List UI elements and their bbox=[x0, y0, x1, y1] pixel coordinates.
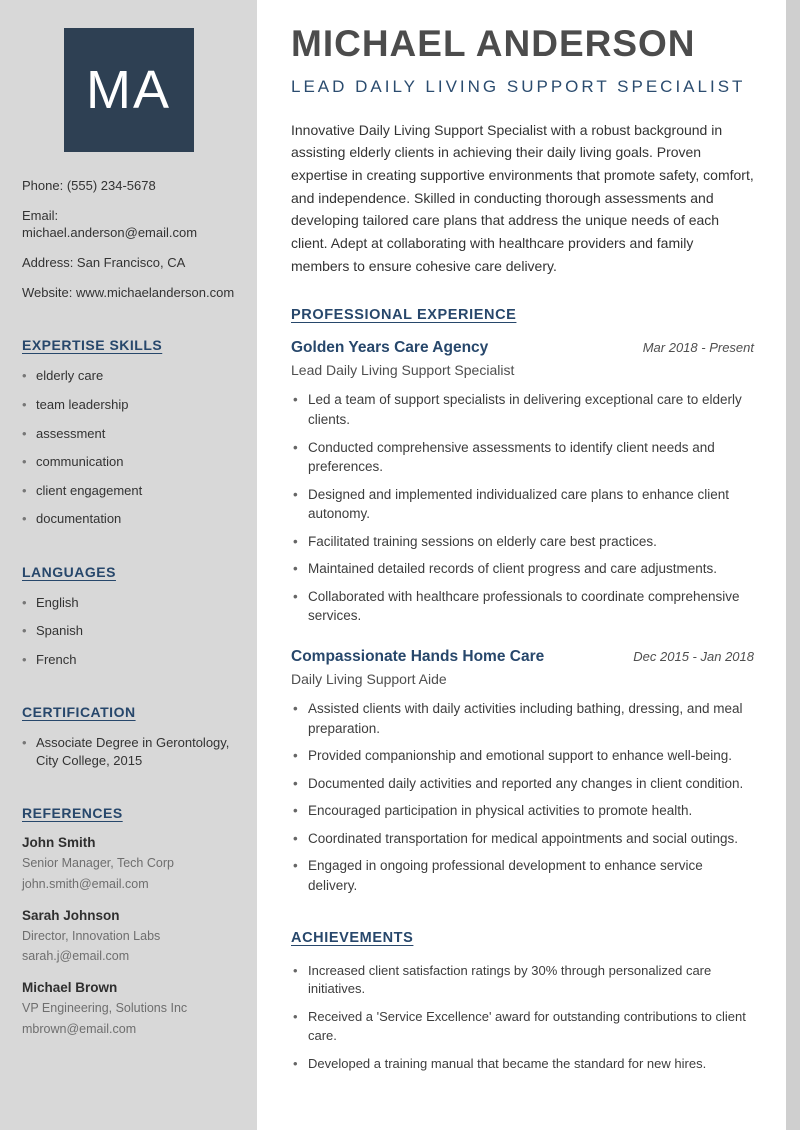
skills-list bbox=[22, 367, 235, 527]
languages-list bbox=[22, 594, 235, 669]
job-dates: Mar 2018 - Present bbox=[642, 340, 754, 356]
contact-info bbox=[22, 178, 235, 301]
job-bullet: • Conducted comprehensive assessments to identify client needs and preferences. bbox=[291, 438, 754, 477]
job-entry bbox=[291, 648, 754, 896]
sidebar bbox=[0, 0, 257, 1130]
job-bullet: • Provided companionship and emotional support to enhance well-being. bbox=[291, 746, 754, 766]
language-item: • English bbox=[22, 594, 235, 612]
experience-heading: PROFESSIONAL EXPERIENCE bbox=[291, 307, 517, 324]
contact-website: Website: www.michaelanderson.com bbox=[22, 284, 235, 300]
achievement-bullet: • Developed a training manual that became the standard for new hires. bbox=[291, 1055, 754, 1074]
skill-item: • team leadership bbox=[22, 396, 235, 414]
achievement-bullet: • Increased client satisfaction ratings by 30% through personalized care initiatives. bbox=[291, 962, 754, 1000]
reference-name: Sarah Johnson bbox=[22, 907, 120, 923]
certification-heading: CERTIFICATION bbox=[22, 704, 136, 721]
job-bullet: • Encouraged participation in physical activities to promote health. bbox=[291, 801, 754, 821]
reference-email: sarah.j@email.com bbox=[22, 949, 130, 964]
candidate-name: MICHAEL ANDERSON bbox=[291, 23, 696, 64]
reference-email: mbrown@email.com bbox=[22, 1021, 137, 1036]
certification-item: • Associate Degree in Gerontology, City College, 2015 bbox=[22, 734, 235, 769]
reference-role: Director, Innovation Labs bbox=[22, 928, 161, 943]
reference-role: VP Engineering, Solutions Inc bbox=[22, 1001, 188, 1016]
job-bullet: • Maintained detailed records of client progress and care adjustments. bbox=[291, 559, 754, 579]
job-bullets bbox=[291, 699, 754, 896]
job-bullet: • Engaged in ongoing professional development to enhance service delivery. bbox=[291, 856, 754, 895]
reference-person bbox=[22, 980, 235, 1037]
company-name: Golden Years Care Agency bbox=[291, 339, 489, 357]
job-role: Daily Living Support Aide bbox=[291, 671, 447, 688]
certification-list bbox=[22, 734, 235, 769]
main-content bbox=[257, 0, 786, 1130]
job-bullet: • Facilitated training sessions on elderly care best practices. bbox=[291, 532, 754, 552]
language-item: • French bbox=[22, 651, 235, 669]
monogram-initials: MA bbox=[86, 60, 171, 120]
skill-item: • elderly care bbox=[22, 367, 235, 385]
summary-paragraph: Innovative Daily Living Support Specialist with a robust background in assisting elderly clients in achieving their daily living goals. Proven expertise in creating supportive environments that promote safety, comfort, and independence. Skilled in conducting thorough assessments and developing tailored care plans that address the unique needs of each client. Adept at collaborating with healthcare providers and family members to ensure cohesive care delivery. bbox=[291, 121, 754, 274]
achievements-heading: ACHIEVEMENTS bbox=[291, 929, 414, 946]
language-item: • Spanish bbox=[22, 622, 235, 640]
job-bullets bbox=[291, 390, 754, 626]
contact-email: Email: michael.anderson@email.com bbox=[22, 207, 198, 240]
languages-heading: LANGUAGES bbox=[22, 563, 116, 580]
job-header bbox=[291, 648, 754, 666]
reference-name: Michael Brown bbox=[22, 980, 118, 996]
contact-address: Address: San Francisco, CA bbox=[22, 254, 186, 270]
company-name: Compassionate Hands Home Care bbox=[291, 648, 545, 666]
job-bullet: • Coordinated transportation for medical appointments and social outings. bbox=[291, 829, 754, 849]
candidate-headline: LEAD DAILY LIVING SUPPORT SPECIALIST bbox=[291, 76, 746, 96]
job-bullet: • Designed and implemented individualized care plans to enhance client autonomy. bbox=[291, 485, 754, 524]
job-bullet: • Collaborated with healthcare professionals to coordinate comprehensive services. bbox=[291, 587, 754, 626]
achievements-list bbox=[291, 962, 754, 1074]
job-bullet: • Documented daily activities and reported any changes in client condition. bbox=[291, 774, 754, 794]
job-bullet: • Led a team of support specialists in delivering exceptional care to elderly clients. bbox=[291, 390, 754, 429]
references-heading: REFERENCES bbox=[22, 805, 123, 822]
reference-email: john.smith@email.com bbox=[22, 876, 149, 891]
reference-role: Senior Manager, Tech Corp bbox=[22, 856, 174, 871]
job-header bbox=[291, 339, 754, 357]
reference-person bbox=[22, 835, 235, 892]
monogram-badge bbox=[64, 28, 194, 152]
job-bullet: • Assisted clients with daily activities including bathing, dressing, and meal preparation. bbox=[291, 699, 754, 738]
skill-item: • communication bbox=[22, 453, 235, 471]
contact-phone: Phone: (555) 234-5678 bbox=[22, 178, 156, 193]
job-entry bbox=[291, 339, 754, 626]
skill-item: • documentation bbox=[22, 510, 235, 528]
skill-item: • client engagement bbox=[22, 482, 235, 500]
achievement-bullet: • Received a 'Service Excellence' award for outstanding contributions to client care. bbox=[291, 1008, 754, 1046]
reference-name: John Smith bbox=[22, 835, 96, 851]
skills-heading: EXPERTISE SKILLS bbox=[22, 337, 163, 354]
job-role: Lead Daily Living Support Specialist bbox=[291, 362, 515, 379]
reference-person bbox=[22, 908, 235, 965]
skill-item: • assessment bbox=[22, 425, 235, 443]
job-dates: Dec 2015 - Jan 2018 bbox=[633, 649, 754, 665]
